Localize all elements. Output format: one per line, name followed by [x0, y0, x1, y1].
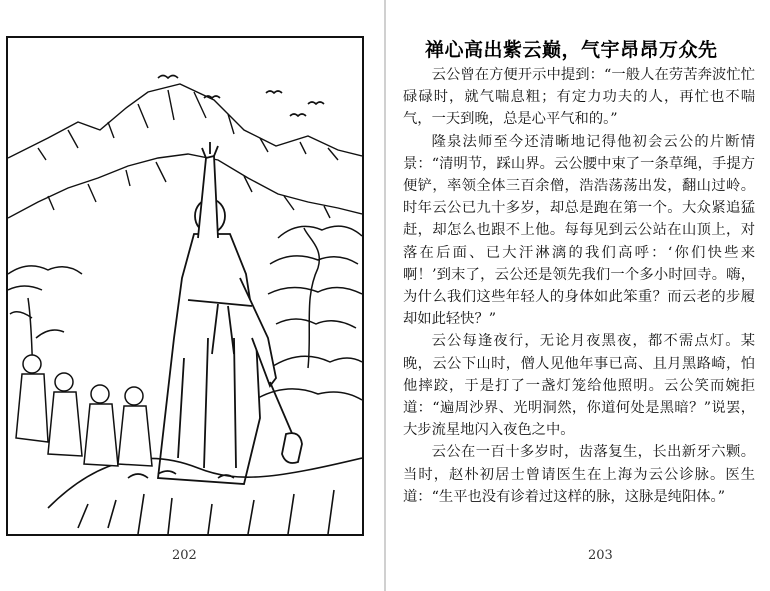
tree-trunk [304, 228, 319, 368]
page-number-left: 202 [172, 548, 197, 563]
follower-robe [16, 374, 48, 442]
page-number-right: 203 [588, 548, 613, 563]
paragraph: 云公曾在方便开示中提到：“一般人在劳苦奔波忙忙碌碌时，就气喘息粗；有定力功夫的人，再忙也不喘气，一天到晚，总是心平气和的。” [403, 67, 755, 128]
follower-head [55, 373, 73, 391]
bird [290, 114, 306, 116]
hill-grass [78, 490, 334, 534]
birds-group [158, 76, 324, 117]
following-monks [16, 355, 152, 466]
monk-robe [158, 234, 260, 484]
mountain-ridge [8, 84, 362, 158]
illustration-drawing [8, 38, 362, 534]
follower-robe [48, 392, 82, 456]
monk-on-mountain-illustration [6, 36, 364, 536]
monk-figure [158, 142, 302, 484]
follower-robe [118, 406, 152, 466]
follower-head [23, 355, 41, 373]
body-text [403, 64, 755, 508]
tree-left-foliage [8, 266, 82, 290]
bird [158, 76, 178, 79]
paragraph: 云公在一百十多岁时，齿落复生，长出新牙六颗。当时，赵朴初居士曾请医生在上海为云公诊脉。医生道：“生平也没有诊着过这样的脉，这脉是纯阳体。” [403, 444, 755, 505]
bird [308, 102, 324, 104]
mountain-ridge-near [8, 154, 362, 218]
mountain-hatching [38, 90, 338, 160]
paragraph: 隆泉法师至今还清晰地记得他初会云公的片断情景：“清明节，踩山界。云公腰中束了一条草绳，手提方便铲，率领全体三百余僧，浩浩荡荡出发，翻山过岭。时年云公已九十多岁，却总是跑在第一个。大众紧追猛赶，却怎么也跟不上他。每每见到云公站在山顶上，对落在后面、已大汗淋漓的我们高呼：‘你们快些来啊！’到末了，云公还是领先我们一个多小时回寺。嗨，为什么我们这些年轻人的身体如此笨重？而云老的步履却如此轻快？” [403, 133, 755, 328]
right-page [385, 0, 770, 591]
mountain-hatching-near [48, 158, 330, 218]
monk-raised-arm [198, 156, 218, 238]
follower-head [125, 387, 143, 405]
monk-hand [202, 142, 218, 158]
bird [266, 91, 282, 93]
paragraph: 云公每逢夜行，无论月夜黑夜，都不需点灯。某晚，云公下山时，僧人见他年事已高、且月黑路崎，怕他摔跤，于是打了一盏灯笼给他照明。云公笑而婉拒道：“遍周沙界、光明洞然，你道何处是黑暗？”说罢，大步流星地闪入夜色之中。 [403, 333, 755, 439]
spade-blade [282, 433, 302, 463]
follower-head [91, 385, 109, 403]
follower-robe [84, 404, 118, 466]
chapter-title: 禅心高出紫云巅，气宇昂昂万众先 [425, 39, 718, 61]
